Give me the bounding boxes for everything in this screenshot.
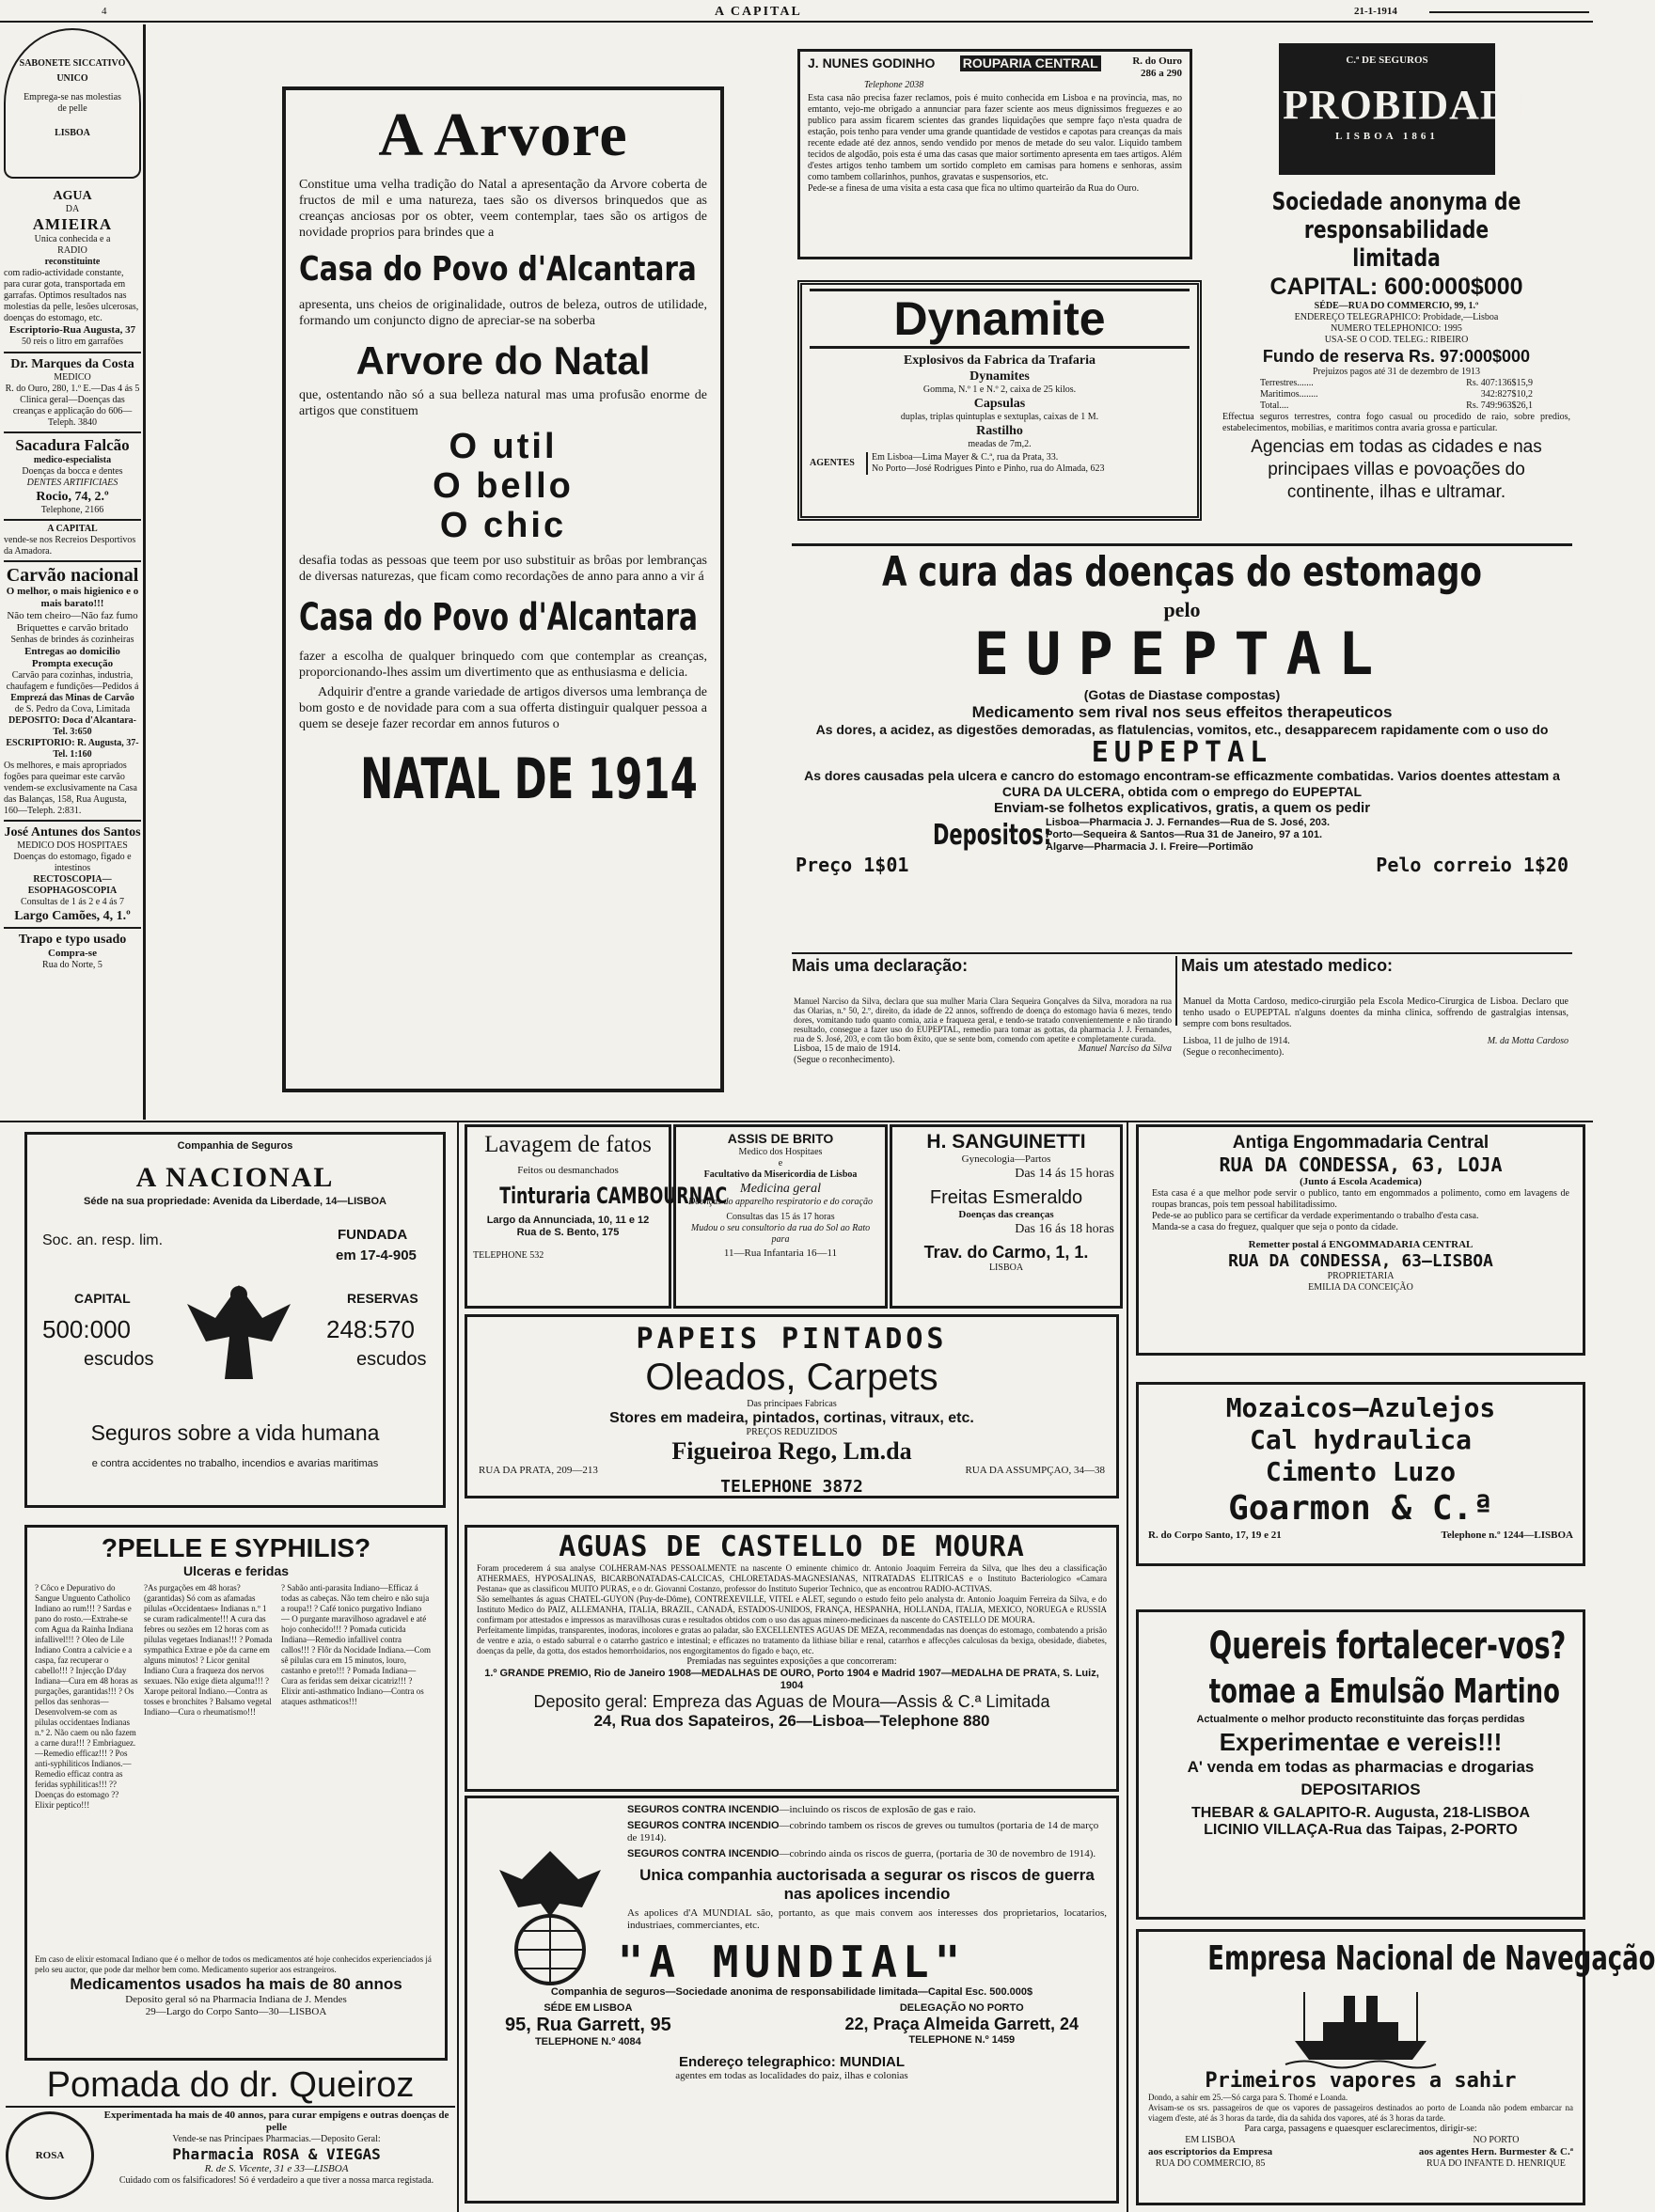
moura-p4: Premiadas nas seguintes exposições a que concorreram: <box>686 1656 897 1667</box>
mozaicos-t3: Cimento Luzo <box>1265 1456 1457 1487</box>
engom-t8: RUA DA CONDESSA, 63—LISBOA <box>1228 1251 1493 1271</box>
dynamite-ag2: No Porto—José Rodrigues Pinto e Pinho, rua do Almada, 623 <box>872 463 1105 474</box>
dynamite-t3: Gomma, N.º 1 e N.º 2, caixa de 25 kilos. <box>922 384 1077 395</box>
probidade-sub: LISBOA 1861 <box>1335 131 1439 142</box>
sang-t7: Trav. do Carmo, 1, 1. <box>923 1243 1089 1262</box>
agua-addr: Escriptorio-Rua Augusta, 37 <box>8 324 136 336</box>
godinho-shop: ROUPARIA CENTRAL <box>960 55 1101 71</box>
brito-t1: ASSIS DE BRITO <box>727 1131 834 1146</box>
brito-t4: Facultativo da Misericordia de Lisboa <box>703 1169 858 1180</box>
eupeptal-t8: As dores causadas pela ulcera e cancro do estomago encontram-se efficazmente combatidas. Varios doentes attestam a CURA DA ULCERA, obtida com o emprego do EUPEPTAL <box>804 768 1560 799</box>
probidade-body: Effectua seguros terrestres, contra fogo casual ou procedido de raio, sobre predios, estabelecimentos, mobilias, e maritimos contra avaria grossa e particular. <box>1222 412 1570 433</box>
nacional-t2: Séde na sua propriedade: Avenida da Liberdade, 14—LISBOA <box>84 1196 386 1207</box>
probidade-cap: CAPITAL: 600:000$000 <box>1269 274 1523 300</box>
capital-note <box>4 521 141 562</box>
nacional-t3: Seguros sobre a vida humana <box>90 1420 380 1445</box>
queiroz-t6: Cuidado com os falsificadores! Só é verdadeiro a que tiver a nossa marca registada. <box>118 2175 434 2186</box>
dynamite-t4: Capsulas <box>973 397 1026 411</box>
pelle-t1: ?PELLE E SYPHILIS? <box>101 1533 371 1562</box>
pelle-t2: Ulceras e feridas <box>182 1563 290 1578</box>
newspaper-title: A CAPITAL <box>715 5 802 19</box>
trapo-l2: Rua do Norte, 5 <box>42 960 102 970</box>
lavagem-t1: Lavagem de fatos <box>484 1132 652 1157</box>
o-util: O util <box>449 427 558 466</box>
mundial-s1: SEGUROS CONTRA INCENDIO <box>627 1804 780 1815</box>
marques-name: Dr. Marques da Costa <box>10 357 134 371</box>
queiroz-t5: R. de S. Vicente, 31 e 33—LISBOA <box>204 2163 349 2174</box>
o-bello: O bello <box>433 466 574 506</box>
casa-povo-2: Casa do Povo d'Alcantara <box>299 596 698 639</box>
probidade-l3: NUMERO TELEPHONICO: 1995 <box>1331 323 1462 334</box>
antunes-ad <box>4 822 141 929</box>
sacadura-addr: Rocio, 74, 2.º <box>36 490 109 504</box>
antunes-l4: Consultas de 1 ás 2 e 4 ás 7 <box>21 897 124 907</box>
navegacao-t5: Para carga, passagens e quaesquer esclarecimentos, dirigir-se: <box>1244 2124 1477 2134</box>
arvore-natal: Arvore do Natal <box>355 338 651 383</box>
carvao-ad <box>4 562 141 822</box>
emulsao-ad <box>1136 1609 1585 1920</box>
moura-p6: Deposito geral: Empreza das Aguas de Moura—Assis & C.ª Limitada <box>533 1692 1050 1711</box>
engom-t1: Antiga Engommadaria Central <box>1232 1133 1490 1153</box>
probidade-fundo: Fundo de reserva Rs. 97:000$000 <box>1262 347 1531 366</box>
decl-sign: Manuel Narciso da Silva <box>1078 1043 1172 1054</box>
engom-t6: Manda-se a casa do freguez, qualquer que seja o ponto da cidade. <box>1152 1222 1398 1232</box>
rosa-seal-text: ROSA <box>35 2149 65 2161</box>
moura-p7: 24, Rua dos Sapateiros, 26—Lisboa—Telephone 880 <box>593 1712 990 1730</box>
brito-t6: Doenças do apparelho respiratorio e do coração <box>688 1197 873 1207</box>
carvao-l3: Briquettes e carvão britado <box>16 622 129 634</box>
dynamite-ad <box>797 280 1202 521</box>
moura-ad <box>465 1525 1119 1792</box>
capital-note-body: vende-se nos Recreios Desportivos da Amadora. <box>4 535 136 557</box>
terr-label: Terrestres....... <box>1260 378 1314 388</box>
nacional-t0: Companhia de Seguros <box>177 1140 293 1152</box>
header-date: 21-1-1914 <box>1354 6 1397 17</box>
antunes-title: José Antunes dos Santos <box>4 825 141 839</box>
emulsao-t6: DEPOSITARIOS <box>1300 1781 1421 1798</box>
nacional-cap: CAPITAL <box>74 1291 131 1306</box>
page-number: 4 <box>102 6 107 17</box>
papeis-t2: Oleados, Carpets <box>645 1357 938 1398</box>
page-header <box>0 0 1593 23</box>
moura-p2: São semelhantes ás aguas CHATEL-GUYON (Puy-de-Dôme), CONTREXEVILLE, VITEL e ALET, segundo o estudo feito pelo analysta dr. Antonio Joaquim Ferreira da Silva, e do Instituto Medico do PAIZ, ALLEMANHA, ITALIA, BRAZIL, CANADÁ, ESTADOS-UNIDOS, FRANÇA, HESPANHA, HOLLANDA, ITALIA, MEXICO, NORUEGA e RUSSIA confirmam por attestados e impressos as maravilhosas curas e resultados obtidos com o uso das aguas minero-medicinaes da nascente do CASTELLO DE MOURA. <box>477 1594 1107 1624</box>
queiroz-t2: Experimentada ha mais de 40 annos, para curar empigens e outras doenças de pelle <box>103 2110 449 2133</box>
agua-price: 50 reis o litro em garrafões <box>21 337 124 347</box>
papeis-t7: RUA DA PRATA, 209—213 <box>479 1465 598 1476</box>
eupeptal-t2: pelo <box>1163 598 1201 621</box>
arvore-ad <box>282 86 724 1092</box>
probidade-l5: Prejuizos pagos até 31 de dezembro de 1913 <box>1312 367 1480 377</box>
papeis-ad <box>465 1314 1119 1498</box>
decl-date: Lisboa, 15 de maio de 1914. <box>794 1043 901 1054</box>
sang-t2: Gynecologia—Partos <box>961 1153 1051 1165</box>
sang-t6: Das 16 ás 18 horas <box>1015 1222 1114 1236</box>
marques-ad <box>4 353 141 433</box>
godinho-close: Pede-se a finesa de uma visita a esta casa que fica no ultimo quarteirão da Rua do Ouro. <box>808 183 1140 194</box>
med-date: Lisboa, 11 de julho de 1914. <box>1183 1036 1290 1046</box>
mundial-s1b: —incluindo os riscos de explosão de gas e raio. <box>779 1804 976 1815</box>
brito-t8: Mudou o seu consultorio da rua do Sol ao Rato para <box>690 1223 871 1245</box>
carvao-l7: Carvão para cozinhas, industria, chaufagem e fundições—Pedidos á <box>6 670 139 692</box>
probidade-name: PROBIDADE <box>1283 82 1540 128</box>
decl-rec: (Segue o reconhecimento). <box>794 1055 895 1065</box>
nacional-t1: A NACIONAL <box>135 1162 335 1193</box>
dynamite-t1: Explosivos da Fabrica da Trafaria <box>903 353 1096 368</box>
terr-value: Rs. 407:136$15,9 <box>1466 378 1533 388</box>
mozaicos-t5: R. do Corpo Santo, 17, 19 e 21 <box>1148 1530 1282 1541</box>
mozaicos-t6: Telephone n.º 1244—LISBOA <box>1441 1530 1573 1541</box>
godinho-body: Esta casa não precisa fazer reclamos, pois é muito conhecida em Lisboa e na provincia, mas, no emtanto, vejo-me obrigado a annunciar para fazer sciente aos meus dignissimos freguezes e ao publico para assim ficarem scientes das grandes liquidações que sempre faço n'esta quadra de estação, pois tenho para vender uma grande quantidade de vestidos e capotas para creanças da mais recente edade até dez annos, sendo vendido por menos de metade do seu valor. Liquido tambem tecidos de algodão, pois esta é uma das casas que maior sortimento apresenta em taes artigos. Além d'estes artigos tenho tambem um sortido completo em camisas para homens e senhoras, assim como tambem collarinhos, punhos, gravatas e suspensorios, etc. <box>808 93 1182 182</box>
carvao-l11: ESCRIPTORIO: R. Augusta, 37-Tel. 1:160 <box>6 738 139 760</box>
med-body: Manuel da Motta Cardoso, medico-cirurgião pela Escola Medico-Cirurgica de Lisboa. Declaro que tenho usado o EUPEPTAL n'alguns doentes da minha clinica, soffrendo de gastralgias intensas, sempre com bons resultados. <box>1183 996 1568 1029</box>
eupeptal-t6: As dores, a acidez, as digestões demoradas, as flatulencias, vomitos, etc., desapparecem rapidamente com o uso do <box>815 722 1549 737</box>
antunes-l2: Doenças do estomago, figado e intestinos <box>13 852 132 873</box>
sacadura-l1: Doenças da bocca e dentes <box>22 466 123 477</box>
navegacao-t8: RUA DO COMMERCIO, 85 <box>1155 2158 1266 2169</box>
eupeptal-t5: Medicamento sem rival nos seus effeitos therapeuticos <box>971 703 1393 721</box>
carvao-l4: Senhas de brindes ás cozinheiras <box>10 635 134 645</box>
nacional-soc: Soc. an. resp. lim. <box>42 1232 164 1248</box>
emulsao-t8: LICINIO VILLAÇA-Rua das Taipas, 2-PORTO <box>1204 1822 1518 1838</box>
agua-t3: AMIEIRA <box>32 215 113 233</box>
marques-role: MEDICO <box>54 372 91 383</box>
carvao-l2: Não tem cheiro—Não faz fumo <box>7 610 138 621</box>
lavagem-t3: Tinturaria CAMBOURNAC <box>499 1183 728 1209</box>
eupeptal-dep: Depositos: <box>933 818 1052 852</box>
probidade-ag: Agencias em todas as cidades e nas principaes villas e povoações do continente, ilhas e ultramar. <box>1251 437 1542 502</box>
probidade-l2: ENDEREÇO TELEGRAPHICO: Probidade,—Lisboa <box>1294 312 1499 322</box>
eupeptal-t7: EUPEPTAL <box>1091 736 1273 769</box>
o-chic: O chic <box>439 506 567 545</box>
sang-t3: Das 14 ás 15 horas <box>1015 1167 1114 1181</box>
marques-addr: R. do Ouro, 280, 1.º E.—Das 4 ás 5 <box>5 384 140 394</box>
carvao-l9: de S. Pedro da Cova, Limitada <box>14 704 131 714</box>
lavagem-t2: Feitos ou desmanchados <box>517 1165 619 1176</box>
mundial-t2: "A MUNDIAL" <box>617 1937 967 1987</box>
mundial-l1: SÉDE EM LISBOA <box>544 2002 633 2014</box>
pelle-t3: Medicamentos usados ha mais de 80 annos <box>70 1975 402 1993</box>
rosa-seal <box>6 2111 94 2200</box>
decl-title: Mais uma declaração: <box>792 956 969 975</box>
brito-t2: Medico dos Hospitaes <box>738 1147 823 1157</box>
mundial-l3: TELEPHONE N.º 4084 <box>534 2036 641 2047</box>
navegacao-t1: Empresa Nacional de Navegação <box>1207 1939 1655 1978</box>
agua-t1: AGUA <box>53 189 92 203</box>
brito-t7: Consultas das 15 ás 17 horas <box>726 1212 835 1222</box>
mundial-t3: Companhia de seguros—Sociedade anonima de responsabilidade limitada—Capital Esc. 500.000$ <box>550 1986 1033 1998</box>
navegacao-t7: aos escriptorios da Empresa <box>1148 2146 1273 2157</box>
mozaicos-ad <box>1136 1382 1585 1566</box>
med-block <box>1183 996 1568 1119</box>
emulsao-t7: THEBAR & GALAPITO-R. Augusta, 218-LISBOA <box>1190 1805 1531 1821</box>
sang-t1: H. SANGUINETTI <box>926 1131 1086 1153</box>
probidade-l4: USA-SE O COD. TELEG.: RIBEIRO <box>1324 335 1469 345</box>
mundial-s3b: —cobrindo ainda os riscos de guerra, (portaria de 30 de novembro de 1914). <box>779 1848 1096 1859</box>
dynamite-ag1: Em Lisboa—Lima Mayer & C.ª, rua da Prata, 33. <box>872 452 1059 463</box>
lavagem-t4: Largo da Annunciada, 10, 11 e 12 <box>486 1215 650 1226</box>
engom-t5: Pede-se ao publico para se certificar da verdade experimentando o trabalho d'esta casa. <box>1152 1211 1479 1221</box>
natal-1914: NATAL DE 1914 <box>360 746 698 812</box>
arvore-p4: desafia todas as pessoas que teem por uso substituir as brôas por lembranças de diversas naturezas, que ficam como recordações de anno para anno a vir á <box>299 554 707 584</box>
emulsao-t5: A' venda em todas as pharmacias e drogarias <box>1187 1758 1535 1776</box>
brito-t9: 11—Rua Infantaria 16—11 <box>723 1247 838 1259</box>
nacional-fund: FUNDADA <box>338 1227 408 1243</box>
nacional-res-u: escudos <box>356 1349 427 1370</box>
dynamite-t2: Dynamites <box>969 369 1030 384</box>
sabonete-l1: Emprega-se nas molestias <box>24 92 121 102</box>
probidade-banner <box>1279 43 1540 175</box>
mundial-t5: agentes em todas as localidades do paiz, ilhas e colonias <box>675 2070 908 2081</box>
nacional-t4: e contra accidentes no trabalho, incendios e avarias maritimas <box>91 1458 379 1469</box>
med-sign: M. da Motta Cardoso <box>1487 1036 1568 1046</box>
emulsao-t4: Experimentae e vereis!!! <box>1219 1728 1503 1756</box>
lavagem-t6: TELEPHONE 532 <box>473 1250 544 1261</box>
navegacao-t3: Dondo, a sahir em 25.—Só carga para S. Thomé e Loanda. <box>1148 2093 1348 2102</box>
sang-t4: Freitas Esmeraldo <box>929 1187 1083 1208</box>
navegacao-t11: RUA DO INFANTE D. HENRIQUE <box>1426 2158 1566 2169</box>
engom-t2: RUA DA CONDESSA, 63, LOJA <box>1219 1153 1503 1176</box>
mozaicos-t2: Cal hydraulica <box>1249 1424 1472 1455</box>
pelle-d: Em caso de elixir estomacal Indiano que é o melhor de todos os medicamentos até hoje conhecidos experienciados já pelo seu auctor, que pode dar melhor bem como. Medicamento superior aos estrangeiros. <box>35 1954 432 1974</box>
arvore-title: A Arvore <box>378 101 628 169</box>
angel-emblem-icon <box>178 1266 300 1388</box>
agua-body: com radio-actividade constante, para curar gota, transportada em garrafas. Optimos resultados nas molestias da pelle, lesões ulcerosas, doenças do estomago, etc. <box>4 268 139 323</box>
lavagem-ad <box>465 1124 728 1309</box>
nacional-fund-date: em 17-4-905 <box>336 1247 417 1263</box>
arvore-p5: fazer a escolha de qualquer brinquedo com que contemplar as creanças, proporcionando-lhes assim um divertimento que as enthusiasma e delicia. <box>299 650 707 680</box>
carvao-l1: O melhor, o mais higienico e o mais barato!!! <box>6 586 139 609</box>
godinho-addr: R. do Ouro 286 a 290 <box>1132 55 1182 79</box>
papeis-t9: TELEPHONE 3872 <box>720 1477 863 1497</box>
eagle-globe-icon <box>494 1842 607 1992</box>
mundial-s2: SEGUROS CONTRA INCENDIO <box>627 1820 780 1831</box>
navegacao-t2: Primeiros vapores a sahir <box>1205 2069 1517 2093</box>
dynamite-name: Dynamite <box>810 289 1190 349</box>
agua-l2: RADIO <box>57 245 87 256</box>
lavagem-t5: Rua de S. Bento, 175 <box>516 1227 620 1238</box>
med-title: Mais um atestado medico: <box>1181 956 1394 975</box>
trapo-title: Trapo e typo usado <box>18 933 127 947</box>
sang-t8: LISBOA <box>988 1263 1024 1273</box>
eupeptal-t1: A cura das doenças do estomago <box>881 548 1482 596</box>
sacadura-tel: Telephone, 2166 <box>40 505 104 515</box>
godinho-tel: Telephone 2038 <box>864 80 924 90</box>
godinho-ad <box>797 49 1192 259</box>
eupeptal-preco: Preço 1$01 <box>796 854 909 876</box>
agua-l1: Unica conhecida e a <box>34 234 111 244</box>
papeis-t4: Stores em madeira, pintados, cortinas, vitraux, etc. <box>609 1410 974 1426</box>
engom-t9: PROPRIETARIA <box>1327 1271 1395 1281</box>
moura-t1: AGUAS DE CASTELLO DE MOURA <box>559 1530 1025 1563</box>
pelle-col-c: ? Sabão anti-parasita Indiano—Efficaz á todas as cabeças. Não tem cheiro e não suja a roupa!! ? Café tonico purgativo Indiano — O purgante maravilhoso agradavel e até hojo conhecido!!! ? Pomada cuticida Indiana—Remedio infallivel contra callos!!! ? Flôr da Nocidade Indiana.—Com sê pilulas cura em 15 minutos, louro, castanho e preto!!! ? Pomada Indiana—Cura as feridas sem deixar cicatriz!!! ? Elixir anti-asthmatico Indiano—Contra os ataques asthmaticos!!! <box>281 1583 431 1706</box>
brito-t5: Medicina geral <box>740 1182 821 1196</box>
tot-label: Total.... <box>1260 400 1289 411</box>
brito-t3: e <box>778 1158 783 1169</box>
arvore-p2: apresenta, uns cheios de originalidade, outros de beleza, outros de utilidade, formando um conjuncto digno de apreciar-se na soberba <box>299 298 707 328</box>
godinho-name: J. NUNES GODINHO <box>808 55 936 71</box>
mundial-l2: 95, Rua Garrett, 95 <box>505 2015 671 2035</box>
probidade-t1: Sociedade anonyma de responsabilidade limitada <box>1271 188 1521 273</box>
eupeptal-d2: Porto—Sequeira & Santos—Rua 31 de Janeiro, 97 a 101. <box>1046 829 1323 840</box>
sanguinetti-ad <box>890 1124 1123 1309</box>
left-column <box>4 28 141 1119</box>
agua-t2: DA <box>65 204 80 214</box>
eupeptal-t4: (Gotas de Diastase compostas) <box>1083 687 1281 702</box>
eupeptal-correio: Pelo correio 1$20 <box>1376 854 1568 876</box>
mundial-r1: DELEGAÇÃO NO PORTO <box>899 2002 1024 2014</box>
papeis-t3: Das principaes Fabricas <box>747 1399 837 1409</box>
papeis-t6: Figueiroa Rego, Lm.da <box>671 1437 912 1465</box>
nacional-res-v: 248:570 <box>326 1315 415 1343</box>
arvore-p6: Adquirir d'entre a grande variedade de artigos diversos uma lembrança de bom gosto e de novidade para com a sua offerta distinguir qualquer pessoa a quem se deseje fazer recordar em annos futuros o <box>299 685 707 731</box>
arvore-p1: Constitue uma velha tradição do Natal a apresentação da Arvore coberta de fructos de mil e uma natureza, taes são os diversos brinquedos que as creanças anciosas por os obter, veem contemplar, taes são os artigos de novidade proprios para brindes que a <box>299 178 707 240</box>
agua-amieira-ad <box>4 184 141 353</box>
mozaicos-t1: Mozaicos—Azulejos <box>1225 1392 1496 1423</box>
mundial-r3: TELEPHONE N.º 1459 <box>908 2034 1016 2046</box>
tot-value: Rs. 749:963$26,1 <box>1466 400 1533 411</box>
probidade-l1: SÉDE—RUA DO COMMERCIO, 99, 1.º <box>1314 301 1479 311</box>
sabonete-city: LISBOA <box>55 128 90 138</box>
marques-extra: Clinica geral—Doenças das creanças e applicação do 606—Teleph. 3840 <box>12 395 133 428</box>
sacadura-ad <box>4 433 141 521</box>
sabonete-title: SABONETE SICCATIVO <box>19 58 126 69</box>
mundial-p1: As apolices d'A MUNDIAL são, portanto, as que mais convem aos interesses dos proprietarios, locatarios, industriaes, commerciantes, etc. <box>627 1907 1107 1931</box>
navegacao-t10: aos agentes Hern. Burmester & C.ª <box>1418 2146 1573 2157</box>
carvao-l6: Prompta execução <box>31 658 114 669</box>
engom-t10: EMILIA DA CONCEIÇÃO <box>1308 1282 1413 1293</box>
engom-t3: (Junto á Escola Academica) <box>1300 1176 1422 1187</box>
trapo-ad <box>4 929 141 974</box>
brito-ad <box>673 1124 888 1309</box>
mundial-ad <box>465 1796 1119 2204</box>
nacional-res: RESERVAS <box>347 1291 418 1306</box>
capital-note-title: A CAPITAL <box>47 524 98 534</box>
arvore-p3: que, ostentando não só a sua belleza natural mas uma profusão enorme de artigos que constituem <box>299 388 707 418</box>
papeis-t5: PREÇOS REDUZIDOS <box>746 1427 838 1437</box>
sacadura-name: Sacadura Falcão <box>15 436 130 454</box>
carvao-l12: Os melhores, e mais apropriados fogões para queimar este carvão vendem-se exclusivamente na Casa das Balanças, 158, Rua Augusta, 160—Teleph. 2:831. <box>4 761 137 816</box>
sabonete-l2: de pelle <box>57 103 87 114</box>
emulsao-t1: Quereis fortalecer-vos? <box>1208 1624 1567 1668</box>
dynamite-agents: AGENTES <box>810 458 855 468</box>
pelle-t5: 29—Largo do Corpo Santo—30—LISBOA <box>145 2006 327 2017</box>
engom-t7: Remetter postal á ENGOMMADARIA CENTRAL <box>1248 1239 1474 1250</box>
eupeptal-d3: Algarve—Pharmacia J. I. Freire—Portimão <box>1046 841 1253 853</box>
moura-p3: Perfeitamente limpidas, transparentes, inodoras, incolores e gratas ao paladar, são EXCELLENTES AGUAS DE MEZA, recommendadas nas doenças do estomago, combatendo a prisão de ventre e azia, o estado saburral e o catarrho gastrico e intestinal; e efficazes no tratamento da lithiase biliar e renal, catarrhos e affecções calculosas da bexiga, obesidade, diabetes, doenças da pelle, da gotta, dos estados hemorrhoidarios, nos engorgitamentos do figado e baço, etc. <box>477 1625 1107 1655</box>
sabonete-unico: UNICO <box>56 73 88 84</box>
engom-t4: Esta casa é a que melhor pode servir o publico, tanto em engommados a polimento, como em lavagens de roupas brancas, pois tem pessoal habilitadissimo. <box>1152 1188 1569 1210</box>
probidade-top: C.ª DE SEGUROS <box>1346 55 1428 66</box>
mar-value: 342:827$10,2 <box>1480 389 1533 400</box>
moura-p5: 1.º GRANDE PREMIO, Rio de Janeiro 1908—MEDALHAS DE OURO, Porto 1904 e Madrid 1907—MEDALHA DE PRATA, S. Luiz, 1904 <box>484 1668 1099 1691</box>
navegacao-t6: EM LISBOA <box>1185 2135 1236 2145</box>
navegacao-ad <box>1136 1929 1655 2205</box>
papeis-t1: PAPEIS PINTADOS <box>636 1323 948 1356</box>
navegacao-t9: NO PORTO <box>1473 2135 1520 2145</box>
agua-l3: reconstituinte <box>44 257 101 267</box>
carvao-l5: Entregas ao domicilio <box>24 646 120 657</box>
mundial-r2: 22, Praça Almeida Garrett, 24 <box>844 2015 1079 2033</box>
navegacao-t4: Avisam-se os srs. passageiros de que os vapores de passageiros destinados ao porto de Loanda não podem embarcar na viagem d'este, até ás 3 horas da tarde, dia da sahida dos vapores, até ás 3 horas da tarde. <box>1148 2103 1573 2123</box>
queiroz-t1: Pomada do dr. Queiroz <box>6 2064 455 2108</box>
eupeptal-d1: Lisboa—Pharmacia J. J. Fernandes—Rua de S. José, 203. <box>1046 817 1331 828</box>
eupeptal-t3: EUPEPTAL <box>973 620 1391 688</box>
pelle-col-a: ? Côco e Depurativo do Sangue Unguento Catholico Indiano ao rum!!! ? Sardas e pano do rosto.—Extrahe-se com Agua da Rainha Indiana infallivel!!! ? Oleo de Lile Indiano Contra a calvicie e a caspa, faz recuperar o cabello!!! ? Injecção D'day Indiana—Cura em 48 horas as purgações, garantidas!!! ? Os pellos das senhoras—Desenvolvem-se com as pilulas occidentaes Indianas n.º 2. Não caem ou não fazem a carne dura!!! ? Embriaguez.—Remedio efficaz!!! ? Pos anti-syphiliticos Indianos.—Remedio efficaz contra as feridas syphiliticas!!! ?? Doenças do estomago ?? Elixir peptico!!! <box>35 1583 138 1810</box>
nacional-ad <box>24 1132 446 1508</box>
sacadura-role: medico-especialista <box>33 455 112 465</box>
emulsao-t3: Actualmente o melhor producto reconstituinte das forças perdidas <box>1196 1714 1525 1725</box>
carvao-l10: DEPOSITO: Doca d'Alcantara-Tel. 3:650 <box>8 715 136 737</box>
eupeptal-ad <box>792 543 1572 1023</box>
probidade-ad <box>1222 34 1570 532</box>
steamship-icon <box>1285 1985 1436 2069</box>
eupeptal-t9: Enviam-se folhetos explicativos, gratis, a quem os pedir <box>993 800 1371 816</box>
nacional-cap-u: escudos <box>84 1349 154 1370</box>
engom-ad <box>1136 1124 1585 1356</box>
antunes-l3: RECTOSCOPIA—ESOPHAGOSCOPIA <box>27 874 118 896</box>
sang-t5: Doenças das creanças <box>958 1209 1054 1220</box>
moura-p1: Foram procederem á sua analyse COLHERAM-NAS PESSOALMENTE na nascente O eminente chimico dr. Antonio Joaquim Ferreira da Silva, que lhes deu a classificação ATHERMAES, HYPOSALINAS, BICARBONATADAS-CALCICAS, CHLORETADAS-MAGNESIANAS, NITRATADAS ELITRICAS e o Instituto Bacteriologico «Camara Pestana» que as classificou MUITO PURAS, e o dr. Giovanni Costanzo, professor do Instituto Superior Technico, que as encontrou RADIO-ACTIVAS. <box>477 1563 1107 1593</box>
nacional-cap-v: 500:000 <box>42 1315 131 1343</box>
trapo-l1: Compra-se <box>48 948 97 959</box>
med-rec: (Segue o reconhecimento). <box>1183 1047 1285 1058</box>
mar-label: Maritimos........ <box>1260 389 1318 400</box>
mundial-s3: SEGUROS CONTRA INCENDIO <box>627 1848 780 1859</box>
decl-body: Manuel Narciso da Silva, declara que sua mulher Maria Clara Sequeira Gonçalves da Silva, moradora na rua das Olarias, n.º 50, 2.º, direito, da idade de 22 annos, soffrendo de doença do estomago havia 6 mezes, tendo dores, vomitando tudo quanto comia, azia e fraqueza geral, e tendo-se tratado convenientemente e não tirando resultado, consegue a fazer uso do EUPEPTAL, remedio para tomar as gottas, da pharmacia J. J. Fernandes, rua de S. José, 203, e com tão bom êxito, que se sente bom, comendo com apetite e completamente curada. <box>794 996 1172 1043</box>
carvao-title: Carvão nacional <box>6 565 139 586</box>
mundial-t1: Unica companhia auctorisada a segurar os riscos de guerra nas apolices incendio <box>639 1866 1095 1903</box>
mundial-t4: Endereço telegraphico: MUNDIAL <box>678 2054 906 2070</box>
sabonete-ad <box>4 28 141 179</box>
queiroz-t3: Vende-se nas Principaes Pharmacias.—Deposito Geral: <box>172 2134 381 2144</box>
dynamite-t7: meadas de 7m,2. <box>968 439 1032 449</box>
queiroz-ad <box>6 2064 455 2209</box>
emulsao-t2: tomae a Emulsão Martino <box>1208 1672 1560 1711</box>
papeis-t8: RUA DA ASSUMPÇAO, 34—38 <box>965 1465 1105 1476</box>
pelle-t4: Deposito geral só na Pharmacia Indiana de J. Mendes <box>125 1994 347 2005</box>
sacadura-l2: DENTES ARTIFICIAES <box>26 478 118 488</box>
dynamite-t6: Rastilho <box>976 424 1023 438</box>
mundial-s2b: —cobrindo tambem os riscos de greves ou tumultos (portaria de 14 de março de 1914). <box>627 1820 1099 1843</box>
antunes-addr: Largo Camões, 4, 1.º <box>14 909 131 923</box>
decl-block <box>794 996 1172 1119</box>
pelle-ad <box>24 1525 448 2061</box>
dynamite-t5: duplas, triplas quintuplas e sextuplas, caixas de 1 M. <box>900 412 1099 422</box>
mozaicos-t4: Goarmon & C.ª <box>1228 1489 1493 1528</box>
casa-povo-1: Casa do Povo d'Alcantara <box>299 250 697 289</box>
pelle-col-b: ?As purgações em 48 horas? (garantidas) Só com as afamadas pilulas «Occidentaes» Indianas n.º 1 se curam radicalmente!!! A cura das febres ou sezões em 12 horas com as pilulas vegetaes Indianas!!! ? Pomada sympathica Extrae e põe da carne em alguns minutos! ? Licor genital Indiano Cura a fraqueza dos nervos sexuaes. Não exige dieta alguma!!! ? Xarope peitoral Indiano.—Contra as tosses e bronchites ? Balsamo vegetal Indiano—Cura o rheumatismo!!! <box>144 1583 273 1717</box>
antunes-l1: MEDICO DOS HOSPITAES <box>17 840 128 851</box>
queiroz-t4: Pharmacia ROSA & VIEGAS <box>172 2145 381 2163</box>
carvao-l8: Emprezá das Minas de Carvão <box>10 693 134 703</box>
